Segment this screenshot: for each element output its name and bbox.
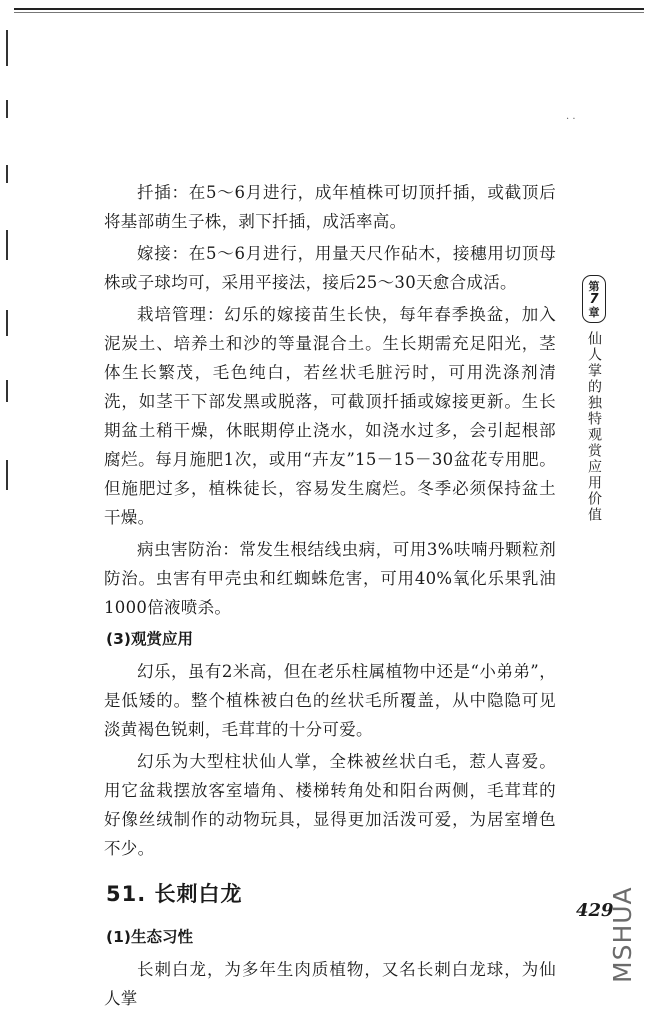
chapter-tab [578, 275, 610, 523]
subheading-ecology: (1)生态习性 [106, 928, 193, 946]
paragraph-pest-control: 病虫害防治：常发生根结线虫病，可用3%呋喃丹颗粒剂防治。虫害有甲壳虫和红蜘蛛危害，可用40%氧化乐果乳油1000倍液喷杀。 [104, 540, 556, 617]
paragraph-cutting: 扦插：在5～6月进行，成年植株可切顶扦插，或截顶后将基部萌生子株，剥下扦插，成活率高。 [104, 183, 556, 231]
paragraph-intro: 长刺白龙，为多年生肉质植物，又名长刺白龙球，为仙人掌 [104, 960, 556, 1008]
paragraph-ornamental-1: 幻乐，虽有2米高，但在老乐柱属植物中还是“小弟弟”，是低矮的。整个植株被白色的丝状毛所覆盖，从中隐隐可见淡黄褐色锐刺，毛茸茸的十分可爱。 [104, 662, 556, 739]
subheading-ornamental-use: (3)观赏应用 [106, 630, 193, 648]
chapter-badge [582, 275, 606, 323]
chapter-label-top: 第 [588, 279, 600, 293]
paragraph-grafting: 嫁接：在5～6月进行，用量天尺作砧木，接穗用切顶母株或子球均可，采用平接法，接后25～30天愈合成活。 [104, 244, 556, 292]
chapter-number: 7 [589, 291, 599, 307]
page-number: 429 [576, 900, 614, 921]
scan-specks: · · [566, 114, 576, 125]
paragraph-cultivation: 栽培管理：幻乐的嫁接苗生长快，每年春季换盆，加入泥炭土、培养土和沙的等量混合土。生长期需充足阳光，茎体生长繁茂，毛色纯白，若丝状毛脏污时，可用洗涤剂清洗，如茎干下部发黑或脱落，可截顶扦插或嫁接更新。生长期盆土稍干燥，休眠期停止浇水，如浇水过多，会引起根部腐烂。每月施肥1次，或用“卉友”15－15－30盆花专用肥。但施肥过多，植株徒长，容易发生腐烂。冬季必须保持盆土干燥。 [104, 305, 556, 527]
header-rule [14, 8, 644, 10]
chapter-label-bottom: 章 [588, 305, 600, 319]
section-title: 51. 长刺白龙 [106, 882, 243, 906]
binding-marks [6, 30, 9, 500]
watermark: MSHUA [608, 886, 637, 984]
header-rule-thin [14, 12, 644, 13]
main-text [104, 178, 556, 1016]
paragraph-ornamental-2: 幻乐为大型柱状仙人掌，全株被丝状白毛，惹人喜爱。用它盆栽摆放客室墙角、楼梯转角处和阳台两侧，毛茸茸的好像丝绒制作的动物玩具，显得更加活泼可爱，为居室增色不少。 [104, 752, 556, 858]
chapter-title: 仙人掌的独特观赏应用价值 [586, 331, 602, 523]
